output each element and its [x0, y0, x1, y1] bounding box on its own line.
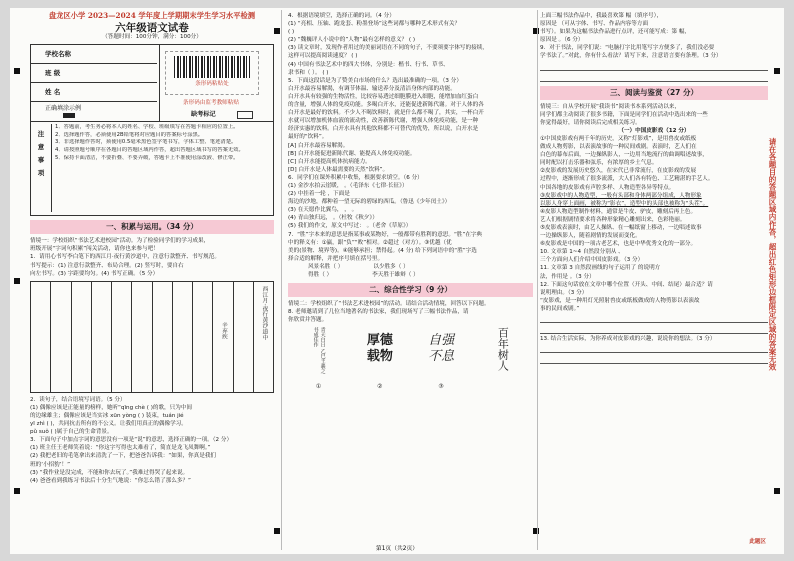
column-3: [540, 8, 768, 554]
side-notice: 请在各题目的答题区域内作答，超出红色矩形边框限定区域的答案无效: [768, 138, 777, 371]
question-line: 1．请用心书写李白笔下的西江月·夜行黄沙道中，注意行款整齐、书写规范。: [30, 254, 220, 261]
question-line: 6．同学们在课外积累中收集，根据要求填空。（6 分）: [288, 174, 423, 181]
passage-line: 最好的“饮料”。: [288, 134, 328, 141]
registration-mark: [274, 528, 280, 534]
question-line: 中的释义有：①赢，跟“负”“败”相对。②超过（对方）。③优越（优: [288, 239, 452, 246]
question-line: 事的民间戏剧。”: [540, 305, 580, 312]
passage-line: ②皮影戏的发展历史悠久，在宋代已非常流行，在皮影戏的发展: [540, 168, 697, 175]
question-line: ( ): [288, 29, 295, 36]
passage-title: （一）中国皮影戏（12 分）: [618, 127, 690, 134]
calligraphy-work-2[interactable]: [349, 327, 410, 391]
page-footer: 第1页（共2页）: [375, 546, 419, 552]
school-row[interactable]: [31, 45, 157, 64]
fill-example-label: 正确填涂示例: [45, 105, 82, 113]
passage-line: ④皮影人物造型制作材料，通常是牛皮、驴皮，雕刻后再上色。: [540, 208, 697, 215]
passage-line: 的含量，增强人体的免疫功能。多喝白开水，还能促进新陈代谢。对于人体的各: [288, 102, 484, 109]
barcode-label: 条形码粘贴处: [195, 81, 229, 88]
registration-mark: [774, 68, 780, 74]
question-line: 10. 文章第 1~4 自然段分别从 、: [540, 249, 624, 256]
column-1: [30, 8, 274, 554]
question-line: 向左书写。(3) 字距要均匀。(4) 书写正确。（5 分）: [30, 270, 159, 277]
corner-mark: 此题区: [749, 538, 766, 545]
passage-line: 过程中，逐渐形成了很多流派，大人们各有特色、工艺精湛的手艺人。: [540, 176, 714, 183]
intro-line: 情境三：自从学校开展“我读书”阅读书本系列活动以来，: [540, 103, 681, 110]
q7-item[interactable]: 李天胜于雄辩（ ）: [372, 272, 419, 278]
question-line: 你欣赏并答题。: [288, 317, 328, 324]
exam-header: 盘龙区小学 2023—2024 学年度上学期期末学生学习水平检测: [48, 11, 256, 20]
section-band-1: 一、积累与运用。（34 分）: [30, 220, 274, 234]
calligraphy-number: ②: [377, 383, 383, 391]
passage-line: 白色的幕布后面，一边操纵影人，一边用当地流行的曲调唱述故事，: [540, 152, 708, 159]
calligraphy-work-4[interactable]: [472, 327, 533, 391]
question-line: (1) 班主任王老师笑着说：“你这字写得也太难看了，简直是龙飞凤舞啊。”: [30, 445, 211, 452]
answer-blank[interactable]: [540, 61, 768, 71]
exam-sheet: [10, 8, 784, 554]
question-line: (4) 青山独归远， 。（杜牧《秋夕》）: [288, 215, 378, 222]
intro-line: 你觉得最好，请你阅读后完成相关练习。: [540, 119, 641, 126]
name-row[interactable]: [31, 83, 157, 102]
paper-title: 六年级语文试卷: [115, 22, 189, 35]
class-row[interactable]: [31, 64, 157, 83]
section-band-2: 二、综合性学习（9 分）: [288, 283, 533, 297]
question-line: 三个方面向人们介绍中国皮影戏。（3 分）: [540, 257, 644, 264]
calligraphy-number: ③: [438, 383, 444, 391]
answer-line[interactable]: 原因是 。（6 分）: [540, 37, 584, 44]
grid-cell[interactable]: [72, 282, 92, 392]
passage-line: 经济实惠的饮料。白开水具有其他饮料都不可替代的优势，所以说，白开水是: [288, 126, 479, 133]
option-a[interactable]: [A] 白开水最容易解渴。: [288, 142, 349, 149]
q7-item[interactable]: 以少胜多（ ）: [373, 263, 409, 270]
passage-line: ①中国皮影戏有两千年的历史，又称“灯影戏”，是用兽皮或纸板: [540, 135, 697, 142]
q7-item[interactable]: 风景名胜（ ）: [308, 263, 344, 270]
answer-blank[interactable]: [540, 72, 768, 82]
registration-mark: [14, 68, 20, 74]
question-line: 书写提示：(1) 注意行款整齐、布局合理。(2) 竖写时，要自右: [30, 262, 184, 269]
question-line: (1) 偶像应该是正能量的榜样，她听“qīng chè ( )的歌，只为中间: [30, 404, 193, 411]
question-line: (3) 在天愿作比翼鸟， ， 。: [288, 207, 358, 214]
question-line: 8. 老师邀请到了几位当地著名的书法家，我们现场写了三幅书法作品，请: [288, 309, 469, 316]
answer-blank[interactable]: [540, 343, 768, 353]
question-line: (3) “我作业是没完成，不能和你去玩了。”我难过得哭了起来说。: [30, 469, 189, 476]
calligraphy-text: 百年树人: [496, 327, 510, 372]
passage-line: 水就可以增加机体血液的流动性，改善新陈代谢，增强人体免疫功能，是一种: [288, 118, 479, 125]
passage-line: 做成人物剪影，以表演故事的一种民间戏剧。表演时，艺人们在: [540, 144, 697, 151]
grid-cell[interactable]: [132, 282, 152, 392]
question-line: 法，作用是 。（3 分）: [540, 273, 595, 280]
registration-mark: [774, 488, 780, 494]
option-c[interactable]: [C] 白开水能提高机体抗病能力。: [288, 158, 371, 165]
question-line: yī zhì ( )，共同抗击所有的不公义。让我们用真正的偶像学习。: [30, 421, 187, 428]
grid-cell[interactable]: [193, 282, 213, 392]
answer-blank[interactable]: [540, 313, 768, 323]
notes-label: 注 意 事 项: [37, 130, 45, 178]
question-line: 3．下面句子中加点字词的意思没有一项是“说”的意思，选择正确的一项。（2 分）: [30, 437, 233, 444]
question-line: 13. 结合生活实际，为你养成对皮影戏的兴趣，说说你的想法。（3 分）: [540, 336, 716, 342]
answer-line[interactable]: 上面三幅书法作品中，我最喜欢第 幅（填序号），: [540, 13, 663, 19]
note-item: 3．非选择题作答时，须使用0.5毫米黑色签字笔书写，字体工整、笔迹清楚。: [55, 139, 237, 146]
question-line: (3) 读文章时，发现作者用过的美丽词语在不同的句子，不要须要字体写的接续，: [288, 45, 488, 52]
question-line: 9．对于书法，同学们说：“电脑打字比用笔写字方便多了，我们没必要: [540, 45, 715, 52]
grid-cell-title: [254, 282, 273, 392]
question-line: (2) “魏巍评人小说中的”人物”最有怎样的意义？ ( ): [288, 37, 416, 44]
calligraphy-text: 厚德载物: [366, 333, 393, 365]
registration-mark: [274, 28, 280, 34]
question-line: 说明理由。（3 分）: [540, 289, 588, 296]
option-d[interactable]: [D] 白开水是人体最需要的天然“饮料”。: [288, 166, 389, 173]
question-line: (4) 中国有书法艺术中的四大书体，分别是：楷书、行书、草书、: [288, 61, 449, 68]
question-line: “皮影戏，是一种用灯光照射兽皮或纸板做成的人物剪影以表演故: [540, 297, 700, 304]
note-item: 2．选择题作答，必须使用2B铅笔将对应题目的答案标号涂黑。: [55, 131, 204, 138]
question-line: 11. 文章第 3 自然段画线的句子运用了 的说明方: [540, 265, 661, 272]
note-item: 5．保持卡面清洁，不要折叠、不要弄破，答题卡上不准使用涂改液、修正带。: [55, 154, 239, 161]
absent-checkbox[interactable]: [237, 111, 253, 119]
grid-poem-title: 西江月·夜行黄沙道中: [260, 285, 267, 340]
answer-blank[interactable]: [540, 354, 768, 364]
question-line: (1) 金沙水拍云崖暖， 。（毛泽东《七律·长征》）: [288, 182, 408, 189]
question-line: 12. 下面这句话放在文章中哪个位置（开头、中间、结尾）最合适？请: [540, 281, 713, 288]
fill-example-mark: [63, 113, 75, 118]
passage-line: 白开水具有较强的生物活性，比较容易透过细胞膜进入细胞，能增加血红蛋白: [288, 93, 479, 100]
school-label: 学校名称: [45, 50, 71, 59]
question-line: pǔ suǒ ( )属于自己的生命背景。: [30, 429, 113, 436]
registration-mark: [14, 488, 20, 494]
registration-mark: [533, 28, 539, 34]
column-divider: [537, 10, 538, 550]
barcode-area: [165, 51, 259, 95]
registration-mark: [14, 278, 20, 284]
grid-cell[interactable]: [153, 282, 173, 392]
passage-line-underlined: 以影人身穿上面画，被称为“影衣”，造型中的头部也被称为“头茬”。: [540, 200, 709, 207]
passage-line-underlined: ③皮影戏中的人物造型，一般有头部和身体两部分组成，人物形象: [540, 192, 702, 199]
grid-cell[interactable]: [112, 282, 132, 392]
passage-line: ⑤皮影戏表演时，由艺人操纵、在一幅纸窗上移动，一边唱述故事: [540, 224, 702, 231]
question-line: 海边的沙地，都种着一望无际的碧绿的西瓜。（鲁迅《少年闰土》）: [288, 199, 451, 206]
answer-line[interactable]: 书写）。如果为这幅书法作品进行点评，还可能写成：第 幅，: [540, 29, 691, 36]
class-label: 班 级: [45, 69, 61, 78]
section-band-3: 三、阅读与鉴赏（27 分）: [540, 86, 768, 100]
info-divider: [159, 45, 160, 121]
notes-text: [51, 124, 274, 212]
grid-cell[interactable]: [51, 282, 71, 392]
exam-info: （答题时间：100分钟，满分：100分）: [102, 34, 202, 41]
passage-line: 白开水是最好的饮料。不少人不喝饮料时，就是什么都不喝了，其实，一杯白开: [288, 110, 484, 117]
question-line: 2．读句子，结合语境写词语。（5 分）: [30, 396, 126, 403]
q7-item[interactable]: 得胜（ ）: [308, 272, 333, 278]
answer-blank[interactable]: [540, 324, 768, 334]
intro-line: 同学们都主动阅读了很多书籍，下面是同学们在活动中选出来的一些: [540, 111, 708, 118]
column-2: [288, 8, 533, 554]
question-line: 班的‘小招豹’！”: [30, 461, 71, 468]
grid-cell[interactable]: [31, 282, 51, 392]
question-line: (2) 我把老旧的毛笔拿出来清洗了一下，把爸爸告诉我：“如果，你真是我们: [30, 453, 217, 460]
question-line: 5．下面这段话是为了赞美白市场的什么？选出最准确的一项。（3 分）: [288, 77, 462, 84]
question-line: (1) “亮相、压轴、跑龙套、粉墨登场”这些词都与哪种艺术形式有关？: [288, 21, 461, 28]
calligraphy-work-1[interactable]: [288, 327, 349, 391]
passage-line: 一边操纵影人，随着剧情的发展而变化。: [540, 233, 641, 240]
calligraphy-work-3[interactable]: [411, 327, 472, 391]
barcode-icon: [174, 56, 250, 78]
intro-line: 班级开展“字词句积累”闯关活动，请你也来参与吧！: [30, 246, 159, 253]
intro-line: 情境二：学校组织了“书法艺术进校园”的活动。请结合活动情境，回答以下问题。: [288, 301, 490, 308]
notes-section: [31, 121, 273, 214]
note-item: 4．请按照题号顺序在各题目的答题区域内作答，超出答题区域书写的答案无效。: [55, 147, 244, 154]
registration-mark: [533, 528, 539, 534]
question-line: 择合适的解释，并把序号填在括号里。: [288, 255, 384, 262]
name-label: 姓 名: [45, 88, 61, 97]
grid-cell[interactable]: [92, 282, 112, 392]
grid-cell[interactable]: [173, 282, 193, 392]
question-line: 这样可以提高阅读速度？ ( ): [288, 53, 358, 60]
question-line: 的边缘雄主；偶像应该是当实冰 xūn yòng ( ) 装束，tuán jié: [30, 412, 184, 419]
grid-author: 辛弃疾: [220, 321, 227, 340]
question-line: 美的(景物、境界等)。④能够承担；禁得起。(4 分) 给下列词语中的“胜”字选: [288, 247, 477, 254]
calligraphy-number: ①: [315, 383, 322, 391]
grid-cell[interactable]: [234, 282, 254, 392]
absent-label: 缺考标记: [191, 111, 216, 119]
question-line: 学书法了。”对此，你有什么看法？请写下来，注意语言要有条理。（3 分）: [540, 53, 722, 60]
passage-line: 同时配以打击乐器和弦乐，有浓厚的乡土气息。: [540, 160, 658, 167]
calligraphy-text: 自强不息: [428, 333, 455, 365]
passage-line: 白开水最容易解渴，有调节体温、输送养分及清洁身体内部的功能。: [288, 85, 456, 92]
grid-cell-author: [213, 282, 233, 392]
writing-grid[interactable]: [30, 281, 274, 393]
answer-line[interactable]: 原因是 （可从字体、书写、作品内容等方面: [540, 21, 649, 28]
question-line: (4) 爸爸看到我练习书法后十分生气地说：“你怎么错了那么多？”: [30, 477, 191, 484]
passage-line: 中国各地的皮影戏有声腔多样、人物造型各异等特点。: [540, 184, 675, 191]
note-item: 1．答题前，考生务必将本人的姓名、学校、班级填写在答题卡相应的位置上。: [55, 124, 239, 131]
question-line: (5) 我们的作文，原文中写过： 。（老舍《草原》）: [288, 223, 412, 230]
passage-line: 艺人们根据剧情要求将各种形象精心雕刻出来，色彩艳丽。: [540, 216, 686, 223]
calligraphy-works: [288, 327, 533, 391]
question-line: 4．根据语境填空，选择正确的词。（4 分）: [288, 13, 395, 19]
column-divider: [281, 10, 282, 550]
question-line: 隶书和（ ）。 ( ): [288, 69, 329, 76]
intro-line: 情境一：学校组织“书法艺术进校园”活动。为了检验同学们的学习成果，: [30, 238, 210, 245]
barcode-hint: 条形码由监考教师粘贴: [183, 100, 239, 107]
q7-row: [288, 263, 533, 271]
student-info-box: [30, 44, 274, 216]
question-line: (2) 中挂着一轮 ，下面是: [288, 191, 350, 198]
calligraphy-text: 青天白日 乙巳王羲之 书成佳作: [312, 327, 326, 374]
q7-row: [288, 271, 533, 279]
passage-line: ⑥皮影戏是中国的一项古老艺术，也是中华优秀文化的一部分。: [540, 241, 697, 248]
option-b[interactable]: [B] 白开水能促进新陈代谢、能提高人体免疫功能。: [288, 150, 416, 157]
question-line: 7．“胜”字本来的意思是指某事或某物好，一般都带有胜利的意思。“胜”在字典: [288, 231, 483, 238]
